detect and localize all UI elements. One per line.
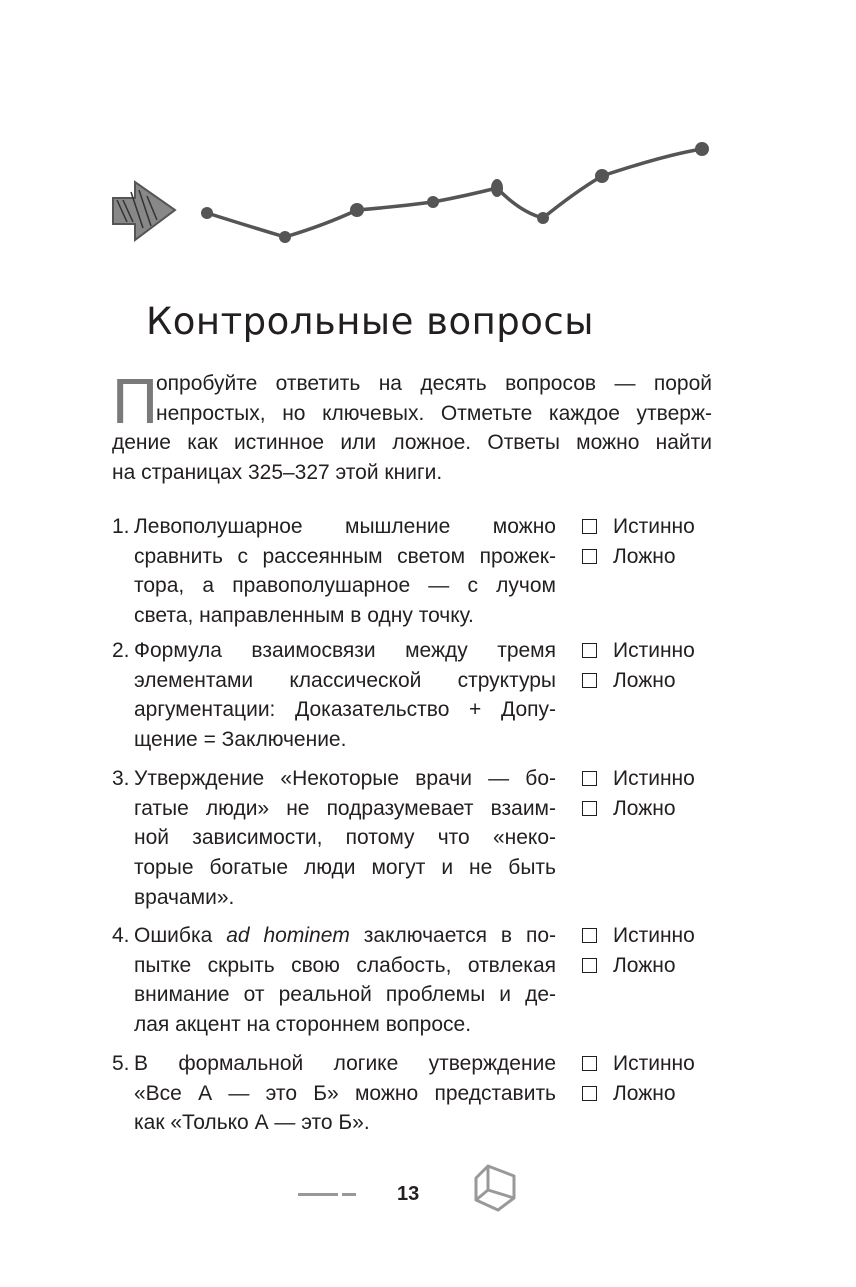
- question-line: внимание от реальной проблемы и де-: [134, 983, 556, 1007]
- page-title: Контрольные вопросы: [146, 300, 594, 343]
- question-number: 2.: [112, 639, 130, 662]
- option-true[interactable]: [582, 636, 695, 666]
- footer-dash: [298, 1193, 338, 1196]
- intro-paragraph: [112, 365, 712, 488]
- intro-line: на страницах 325–327 этой книги.: [112, 461, 443, 485]
- question-line: ной зависимости, потому что «неко-: [134, 826, 556, 850]
- footer-dash: [342, 1193, 356, 1196]
- option-label: Истинно: [613, 767, 695, 790]
- question-number: 3.: [112, 767, 130, 790]
- option-label: Истинно: [613, 515, 695, 538]
- checkbox[interactable]: [582, 549, 597, 564]
- checkbox[interactable]: [582, 1086, 597, 1101]
- option-false[interactable]: [582, 794, 695, 824]
- option-label: Ложно: [613, 544, 676, 568]
- question-text: [134, 512, 556, 631]
- intro-line: непростых, но ключевых. Отметьте каждое утверж-: [156, 401, 712, 425]
- question-line: как «Только А — это Б».: [134, 1111, 370, 1135]
- intro-line: дение как истинное или ложное. Ответы можно найти: [112, 431, 712, 455]
- question-text: [134, 921, 556, 1040]
- question-line: врачами».: [134, 885, 235, 909]
- option-label: Ложно: [613, 1081, 676, 1105]
- question-line: торые богатые люди могут и не быть: [134, 856, 556, 880]
- question-line: Формула взаимосвязи между тремя: [134, 639, 556, 662]
- question-line: В формальной логике утверждение: [134, 1052, 556, 1075]
- question-line: света, направленным в одну точку.: [134, 604, 474, 628]
- option-label: Истинно: [613, 924, 695, 947]
- page-number: 13: [397, 1183, 420, 1205]
- question-number: 5.: [112, 1052, 130, 1075]
- arrow-path-decoration: [105, 130, 725, 250]
- question-text: [134, 764, 556, 913]
- option-false[interactable]: [582, 1079, 695, 1109]
- option-true[interactable]: [582, 921, 695, 951]
- answer-options: [582, 512, 695, 571]
- checkbox[interactable]: [582, 673, 597, 688]
- checkbox[interactable]: [582, 928, 597, 943]
- question-line: Утверждение «Некоторые врачи — бо-: [134, 767, 556, 790]
- checkbox[interactable]: [582, 1056, 597, 1071]
- checkbox[interactable]: [582, 771, 597, 786]
- checkbox[interactable]: [582, 958, 597, 973]
- option-false[interactable]: [582, 951, 695, 981]
- option-label: Истинно: [613, 1052, 695, 1075]
- checkbox[interactable]: [582, 801, 597, 816]
- question-number: 1.: [112, 515, 130, 538]
- arrow-icon: [113, 182, 175, 240]
- question-text: [134, 636, 556, 755]
- question-line: сравнить с рассеянным светом прожек-: [134, 544, 556, 568]
- question-line: аргументации: Доказательство + Допу-: [134, 698, 556, 722]
- question-line: «Все А — это Б» можно представить: [134, 1081, 556, 1105]
- question-line: Левополушарное мышление можно: [134, 515, 556, 538]
- cube-icon: [472, 1162, 522, 1212]
- question-line: тора, а правополушарное — с лучом: [134, 574, 556, 598]
- option-true[interactable]: [582, 512, 695, 542]
- answer-options: [582, 1049, 695, 1108]
- option-label: Ложно: [613, 953, 676, 977]
- checkbox[interactable]: [582, 519, 597, 534]
- checkbox[interactable]: [582, 643, 597, 658]
- question-line: лая акцент на стороннем вопросе.: [134, 1013, 472, 1037]
- answer-options: [582, 636, 695, 695]
- option-label: Истинно: [613, 639, 695, 662]
- question-line: элементами классической структуры: [134, 668, 556, 692]
- question-number: 4.: [112, 924, 130, 947]
- option-true[interactable]: [582, 1049, 695, 1079]
- option-label: Ложно: [613, 796, 676, 820]
- question-line: пытке скрыть свою слабость, отвлекая: [134, 953, 556, 977]
- question-line: щение = Заключение.: [134, 728, 347, 752]
- intro-line: опробуйте ответить на десять вопросов — порой: [156, 372, 712, 395]
- option-label: Ложно: [613, 668, 676, 692]
- question-text: [134, 1049, 556, 1138]
- question-line: гатые люди» не подразумевает взаим-: [134, 796, 556, 820]
- question-line: Ошибка ad hominem заключается в по-: [134, 924, 556, 947]
- option-false[interactable]: [582, 542, 695, 572]
- answer-options: [582, 921, 695, 980]
- answer-options: [582, 764, 695, 823]
- option-true[interactable]: [582, 764, 695, 794]
- drop-cap: П: [112, 365, 158, 437]
- option-false[interactable]: [582, 666, 695, 696]
